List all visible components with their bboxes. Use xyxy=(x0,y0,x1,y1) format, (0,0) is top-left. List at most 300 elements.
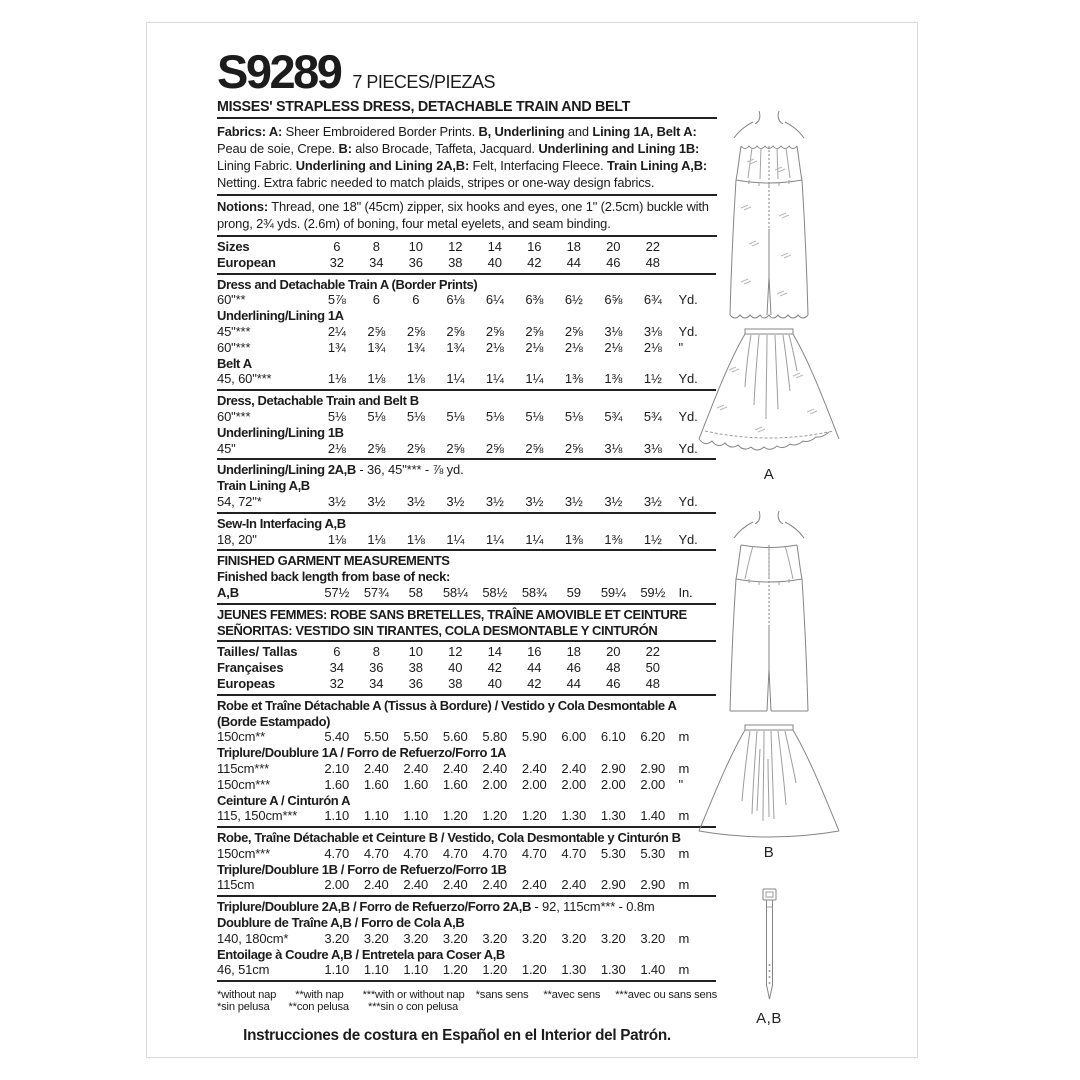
table-cell: 5⅛ xyxy=(525,408,544,424)
table-cell: 3½ xyxy=(327,493,346,509)
table-cell: 12 xyxy=(448,239,463,254)
table-cell: 6⅝ xyxy=(604,292,623,308)
table-cell: 1¼ xyxy=(446,531,465,547)
table-unit-cell: " xyxy=(678,776,683,792)
table-cell: 2⅝ xyxy=(406,440,425,456)
table-cell: 1.30 xyxy=(561,808,587,824)
view-b-label: B xyxy=(763,844,775,861)
table-cell: 5.30 xyxy=(640,845,666,861)
table-cell: 1⅛ xyxy=(406,531,425,547)
table-cell: 1.60 xyxy=(442,776,468,792)
table-cell: 3⅛ xyxy=(643,440,662,456)
table-cell: 14 xyxy=(487,239,502,254)
table-cell: 2⅝ xyxy=(564,440,583,456)
table-section-row: Belt A xyxy=(217,355,252,371)
table-unit-cell: Yd. xyxy=(678,292,698,308)
table-cell: 36 xyxy=(408,254,423,270)
table-cell: 6⅛ xyxy=(446,292,465,308)
table-section-row: FINISHED GARMENT MEASUREMENTS xyxy=(217,553,450,569)
table-cell: 1.30 xyxy=(561,962,587,978)
table-row-label: 150cm*** xyxy=(217,776,270,792)
table-cell: 5.30 xyxy=(600,845,626,861)
table-cell: 1.40 xyxy=(640,962,666,978)
table-row-label: Tailles/ Tallas xyxy=(217,644,298,660)
footnote-group-es xyxy=(217,1001,458,1013)
table-cell: 4.70 xyxy=(403,845,429,861)
table-inline-row xyxy=(217,899,716,915)
table-row-label: A,B xyxy=(217,584,239,600)
fabrics-segment: Underlining and Lining 1B: xyxy=(538,141,700,156)
view-b xyxy=(689,509,849,861)
table-cell: 3.20 xyxy=(442,930,468,946)
table-cell: 4.70 xyxy=(521,845,547,861)
table-cell: 2⅛ xyxy=(564,339,583,355)
table-cell: 6 xyxy=(372,292,380,308)
dress-b-line-art xyxy=(689,509,849,839)
table-cell: 5.40 xyxy=(324,729,350,745)
table-cell: 5.90 xyxy=(521,729,547,745)
table-cell: 2¼ xyxy=(327,323,346,339)
table-section-row: Train Lining A,B xyxy=(217,478,310,494)
table-cell: 2.00 xyxy=(561,776,587,792)
table-cell: 5.50 xyxy=(403,729,429,745)
table-cell: 2⅛ xyxy=(327,440,346,456)
table-cell: 40 xyxy=(448,660,463,676)
table-row-label: 150cm*** xyxy=(217,845,270,861)
table-cell: 58½ xyxy=(482,584,508,600)
table-cell: 2⅝ xyxy=(367,323,386,339)
footnote-item: *sans sens xyxy=(475,989,529,1002)
table-cell: 3.20 xyxy=(482,930,508,946)
table-cell: 2.90 xyxy=(640,760,666,776)
table-inline-label: Triplure/Doublure 2A,B / Forro de Refuerzo/Forro 2A,B xyxy=(217,899,531,915)
table-rule xyxy=(217,640,716,642)
table-cell: 40 xyxy=(487,254,502,270)
table-section-row: Finished back length from base of neck: xyxy=(217,569,450,585)
notions-segment: Thread, one 18" (45cm) zipper, six hooks and eyes, one 1" (2.5cm) buckle with prong, 2¾ yds. (2.6m) of boning, four metal eyelets, and seam binding. xyxy=(217,199,709,231)
table-row-label: 60"*** xyxy=(217,408,251,424)
table-section-row: Triplure/Doublure 1A / Forro de Refuerzo/Forro 1A xyxy=(217,745,507,761)
table-cell: 4.70 xyxy=(324,845,350,861)
table-cell: 1¼ xyxy=(485,531,504,547)
fabrics-segment: also Brocade, Taffeta, Jacquard. xyxy=(351,141,539,156)
table-cell: 6⅜ xyxy=(525,292,544,308)
table-unit-cell: m xyxy=(678,962,690,978)
table-cell: 1.10 xyxy=(403,808,429,824)
table-cell: 1.10 xyxy=(324,962,350,978)
table-cell: 46 xyxy=(566,660,581,676)
table-section-row: Underlining/Lining 1A xyxy=(217,308,344,324)
table-section-row: Sew-In Interfacing A,B xyxy=(217,515,346,531)
table-cell: 2.40 xyxy=(442,760,468,776)
table-section-row: Doublure de Traîne A,B / Forro de Cola A,B xyxy=(217,915,465,931)
table-cell: 3.20 xyxy=(363,930,389,946)
table-cell: 5⅛ xyxy=(406,408,425,424)
table-cell: 58¼ xyxy=(442,584,468,600)
table-row-label: 140, 180cm* xyxy=(217,930,289,946)
table-cell: 2⅝ xyxy=(525,440,544,456)
table-cell: 5⅞ xyxy=(327,292,346,308)
table-cell: 1⅜ xyxy=(564,531,583,547)
footnote-item: ***avec ou sans sens xyxy=(615,989,717,1002)
table-cell: 32 xyxy=(329,254,344,270)
table-cell: 3½ xyxy=(643,493,662,509)
fabrics-segment: B: xyxy=(338,141,352,156)
table-cell: 1½ xyxy=(643,371,662,387)
table-cell: 2.40 xyxy=(561,877,587,893)
main-text-column xyxy=(217,45,717,1045)
view-a xyxy=(689,109,849,483)
table-cell: 2⅝ xyxy=(485,323,504,339)
table-cell: 2.40 xyxy=(363,760,389,776)
fabrics-paragraph xyxy=(217,121,717,196)
table-unit-cell: Yd. xyxy=(678,440,698,456)
table-cell: 1⅜ xyxy=(604,531,623,547)
table-cell: 48 xyxy=(606,660,621,676)
table-cell: 59½ xyxy=(640,584,666,600)
table-cell: 18 xyxy=(566,644,581,660)
table-row-label: Europeas xyxy=(217,675,276,691)
table-cell: 3½ xyxy=(485,493,504,509)
footnote-group-en xyxy=(217,989,465,1001)
table-cell: 10 xyxy=(408,239,423,254)
table-rule xyxy=(217,603,716,605)
fabrics-segment: B, Underlining xyxy=(478,124,565,139)
table-cell: 1⅛ xyxy=(367,371,386,387)
table-row-label: 18, 20" xyxy=(217,531,257,547)
table-cell: 1.30 xyxy=(600,808,626,824)
table-cell: 1.20 xyxy=(482,808,508,824)
table-row-label: 60"** xyxy=(217,292,246,308)
table-cell: 4.70 xyxy=(442,845,468,861)
table-cell: 6¾ xyxy=(643,292,662,308)
table-cell: 5⅛ xyxy=(367,408,386,424)
table-cell: 5.80 xyxy=(482,729,508,745)
table-cell: 1.10 xyxy=(363,808,389,824)
table-cell: 34 xyxy=(369,254,384,270)
table-cell: 1.10 xyxy=(403,962,429,978)
illustration-column xyxy=(679,109,859,1053)
footnote-item: ***sin o con pelusa xyxy=(367,1001,459,1014)
notions-segment: Notions: xyxy=(217,199,269,214)
table-cell: 2.40 xyxy=(482,760,508,776)
table-unit-cell: Yd. xyxy=(678,371,698,387)
table-cell: 3.20 xyxy=(561,930,587,946)
table-cell: 38 xyxy=(448,675,463,691)
table-section-row: Dress, Detachable Train and Belt B xyxy=(217,393,419,409)
table-row-label: 45, 60"*** xyxy=(217,371,272,387)
table-cell: 6.00 xyxy=(561,729,587,745)
table-cell: 44 xyxy=(566,254,581,270)
table-cell: 1⅜ xyxy=(604,371,623,387)
pattern-envelope-back xyxy=(146,22,918,1058)
table-inline-row xyxy=(217,462,716,478)
table-row-label: 46, 51cm xyxy=(217,962,270,978)
table-cell: 5¾ xyxy=(604,408,623,424)
table-cell: 6 xyxy=(333,239,341,254)
table-cell: 16 xyxy=(527,644,542,660)
table-cell: 5⅛ xyxy=(327,408,346,424)
table-cell: 1.20 xyxy=(482,962,508,978)
table-section-row: Ceinture A / Cinturón A xyxy=(217,792,351,808)
table-cell: 57¾ xyxy=(363,584,389,600)
table-cell: 1.60 xyxy=(363,776,389,792)
table-row-label: 150cm** xyxy=(217,729,266,745)
table-rule xyxy=(217,389,716,391)
table-cell: 2.90 xyxy=(600,760,626,776)
table-cell: 3½ xyxy=(367,493,386,509)
table-cell: 1.10 xyxy=(363,962,389,978)
table-cell: 42 xyxy=(527,254,542,270)
table-cell: 22 xyxy=(645,239,660,254)
table-cell: 58 xyxy=(408,584,423,600)
table-cell: 1⅛ xyxy=(367,531,386,547)
table-cell: 1.20 xyxy=(521,808,547,824)
table-cell: 48 xyxy=(645,675,660,691)
table-section-row: Robe et Traîne Détachable A (Tissus à Bordure) / Vestido y Cola Desmontable A (Borde Estampado) xyxy=(217,697,676,729)
table-cell: 2.00 xyxy=(482,776,508,792)
table-cell: 38 xyxy=(448,254,463,270)
fabrics-segment: Netting. Extra fabric needed to match plaids, stripes or one-way design fabrics. xyxy=(217,175,655,190)
table-section-row: JEUNES FEMMES: ROBE SANS BRETELLES, TRAÎNE AMOVIBLE ET CEINTURE xyxy=(217,606,687,622)
table-cell: 3.20 xyxy=(324,930,350,946)
table-rule xyxy=(217,694,716,696)
table-cell: 2.40 xyxy=(521,877,547,893)
table-cell: 2.00 xyxy=(521,776,547,792)
table-unit-cell: Yd. xyxy=(678,408,698,424)
table-cell: 1⅛ xyxy=(406,371,425,387)
table-row-label: 115, 150cm*** xyxy=(217,808,298,824)
table-cell: 34 xyxy=(369,675,384,691)
fabrics-segment: Peau de soie, Crepe. xyxy=(217,141,339,156)
table-rule xyxy=(217,273,716,275)
table-cell: 5⅛ xyxy=(564,408,583,424)
view-belt-label: A,B xyxy=(756,1010,782,1027)
table-cell: 42 xyxy=(527,675,542,691)
fabrics-segment: Sheer Embroidered Border Prints. xyxy=(282,124,479,139)
table-section-row: SEÑORITAS: VESTIDO SIN TIRANTES, COLA DESMONTABLE Y CINTURÓN xyxy=(217,622,658,638)
table-cell: 40 xyxy=(487,675,502,691)
table-cell: 4.70 xyxy=(482,845,508,861)
table-cell: 1.40 xyxy=(640,808,666,824)
table-cell: 3.20 xyxy=(640,930,666,946)
table-cell: 3⅛ xyxy=(604,323,623,339)
table-cell: 46 xyxy=(606,675,621,691)
table-cell: 2.90 xyxy=(640,877,666,893)
table-cell: 1⅛ xyxy=(327,371,346,387)
table-cell: 1.30 xyxy=(600,962,626,978)
spanish-instructions-note: Instrucciones de costura en Español en el Interior del Patrón. xyxy=(243,1027,671,1045)
table-cell: 16 xyxy=(527,239,542,254)
table-cell: 2.00 xyxy=(640,776,666,792)
table-unit-cell: In. xyxy=(678,584,693,600)
view-belt xyxy=(739,887,799,1027)
table-cell: 32 xyxy=(329,675,344,691)
table-cell: 1¼ xyxy=(525,371,544,387)
table-row-label: 60"*** xyxy=(217,339,251,355)
table-row-label: 54, 72"* xyxy=(217,493,262,509)
table-cell: 2⅝ xyxy=(564,323,583,339)
table-cell: 46 xyxy=(606,254,621,270)
table-cell: 14 xyxy=(487,644,502,660)
table-cell: 1.60 xyxy=(403,776,429,792)
fabrics-segment: Felt, Interfacing Fleece. xyxy=(469,158,607,173)
table-row-label: Sizes xyxy=(217,239,250,254)
table-cell: 2⅛ xyxy=(485,339,504,355)
table-unit-cell: m xyxy=(678,729,690,745)
table-cell: 2.40 xyxy=(442,877,468,893)
table-section-row: Robe, Traîne Détachable et Ceinture B / Vestido, Cola Desmontable y Cinturón B xyxy=(217,830,681,846)
table-cell: 3½ xyxy=(406,493,425,509)
footnote-item: ***with or without nap xyxy=(362,989,465,1002)
table-cell: 12 xyxy=(448,644,463,660)
table-cell: 20 xyxy=(606,239,621,254)
table-cell: 1¼ xyxy=(446,371,465,387)
table-cell: 6 xyxy=(333,644,341,660)
table-cell: 36 xyxy=(369,660,384,676)
table-cell: 1¾ xyxy=(446,339,465,355)
table-unit-cell: " xyxy=(678,339,683,355)
fabrics-segment: Lining Fabric. xyxy=(217,158,296,173)
table-cell: 8 xyxy=(372,239,380,254)
footnote-row-2 xyxy=(217,1001,717,1013)
table-cell: 50 xyxy=(645,660,660,676)
table-rule xyxy=(217,895,716,897)
table-cell: 2.00 xyxy=(324,877,350,893)
table-cell: 20 xyxy=(606,644,621,660)
table-cell: 3.20 xyxy=(600,930,626,946)
table-cell: 5.60 xyxy=(442,729,468,745)
table-cell: 2.40 xyxy=(403,760,429,776)
table-cell: 5.50 xyxy=(363,729,389,745)
table-cell: 6 xyxy=(412,292,420,308)
footnote-item: **con pelusa xyxy=(288,1001,349,1014)
table-cell: 48 xyxy=(645,254,660,270)
table-row-label: 45" xyxy=(217,440,236,456)
table-cell: 1¼ xyxy=(485,371,504,387)
table-cell: 1⅛ xyxy=(327,531,346,547)
table-cell: 22 xyxy=(645,644,660,660)
table-cell: 10 xyxy=(408,644,423,660)
table-cell: 3⅛ xyxy=(604,440,623,456)
table-cell: 8 xyxy=(372,644,380,660)
footnote-row-1 xyxy=(217,989,717,1001)
table-rule xyxy=(217,826,716,828)
table-cell: 1.10 xyxy=(324,808,350,824)
table-rule xyxy=(217,458,716,460)
table-cell: 1.20 xyxy=(442,808,468,824)
table-rule xyxy=(217,980,716,982)
table-cell: 1¾ xyxy=(327,339,346,355)
table-unit-cell: m xyxy=(678,845,690,861)
garment-title: MISSES' STRAPLESS DRESS, DETACHABLE TRAIN AND BELT xyxy=(217,99,717,119)
table-cell: 1.20 xyxy=(521,962,547,978)
belt-line-art xyxy=(739,887,799,1005)
view-a-label: A xyxy=(763,466,775,483)
table-cell: 18 xyxy=(566,239,581,254)
table-cell: 59 xyxy=(566,584,581,600)
table-cell: 2⅛ xyxy=(643,339,662,355)
pattern-number: S9289 xyxy=(217,45,341,98)
fabrics-segment: Underlining and Lining 2A,B: xyxy=(295,158,470,173)
table-unit-cell: m xyxy=(678,877,690,893)
yardage-table xyxy=(217,239,717,984)
table-cell: 4.70 xyxy=(561,845,587,861)
footnotes xyxy=(217,989,717,1013)
table-rule xyxy=(217,549,716,551)
table-unit-cell: Yd. xyxy=(678,493,698,509)
fabrics-segment: Lining 1A, Belt A: xyxy=(592,124,697,139)
table-cell: 59¼ xyxy=(600,584,626,600)
table-cell: 2.40 xyxy=(363,877,389,893)
table-cell: 3½ xyxy=(446,493,465,509)
table-cell: 3⅛ xyxy=(643,323,662,339)
table-cell: 2⅝ xyxy=(446,440,465,456)
table-cell: 36 xyxy=(408,675,423,691)
table-unit-cell: m xyxy=(678,930,690,946)
table-cell: 44 xyxy=(527,660,542,676)
table-cell: 2.40 xyxy=(561,760,587,776)
table-cell: 1.60 xyxy=(324,776,350,792)
footnote-item: **avec sens xyxy=(543,989,601,1002)
table-cell: 5⅛ xyxy=(485,408,504,424)
table-cell: 2⅝ xyxy=(367,440,386,456)
table-cell: 44 xyxy=(566,675,581,691)
table-inline-label: Underlining/Lining 2A,B xyxy=(217,462,356,478)
fabrics-segment: Train Lining A,B: xyxy=(606,158,708,173)
table-unit-cell: Yd. xyxy=(678,531,698,547)
table-unit-cell: m xyxy=(678,808,690,824)
table-row-label: Françaises xyxy=(217,660,284,676)
fabrics-segment: and xyxy=(564,124,593,139)
table-cell: 38 xyxy=(408,660,423,676)
table-cell: 3½ xyxy=(604,493,623,509)
table-cell: 1⅜ xyxy=(564,371,583,387)
header xyxy=(217,45,717,98)
table-section-row: Entoilage à Coudre A,B / Entretela para Coser A,B xyxy=(217,946,505,962)
table-cell: 1.20 xyxy=(442,962,468,978)
table-cell: 2⅝ xyxy=(406,323,425,339)
footnote-item: *sin pelusa xyxy=(217,1001,270,1014)
table-row-label: European xyxy=(217,254,276,270)
table-section-row: Dress and Detachable Train A (Border Prints) xyxy=(217,276,478,292)
table-cell: 2.00 xyxy=(600,776,626,792)
table-section-row: Triplure/Doublure 1B / Forro de Refuerzo/Forro 1B xyxy=(217,861,507,877)
table-section-row: Underlining/Lining 1B xyxy=(217,424,344,440)
table-cell: 42 xyxy=(487,660,502,676)
table-cell: 6.10 xyxy=(600,729,626,745)
table-cell: 1¾ xyxy=(367,339,386,355)
table-cell: 6½ xyxy=(564,292,583,308)
table-cell: 2⅝ xyxy=(446,323,465,339)
table-cell: 5⅛ xyxy=(446,408,465,424)
table-cell: 2.10 xyxy=(324,760,350,776)
table-cell: 2⅝ xyxy=(485,440,504,456)
table-row-label: 45"*** xyxy=(217,323,251,339)
table-cell: 2.90 xyxy=(600,877,626,893)
table-cell: 1½ xyxy=(643,531,662,547)
table-unit-cell: m xyxy=(678,760,690,776)
table-row-label: 115cm xyxy=(217,877,255,893)
table-cell: 4.70 xyxy=(363,845,389,861)
table-cell: 5¾ xyxy=(643,408,662,424)
footnote-item: **with nap xyxy=(295,989,344,1002)
table-cell: 34 xyxy=(329,660,344,676)
table-cell: 2⅝ xyxy=(525,323,544,339)
table-cell: 1¾ xyxy=(406,339,425,355)
table-cell: 2⅛ xyxy=(525,339,544,355)
table-cell: 3½ xyxy=(564,493,583,509)
